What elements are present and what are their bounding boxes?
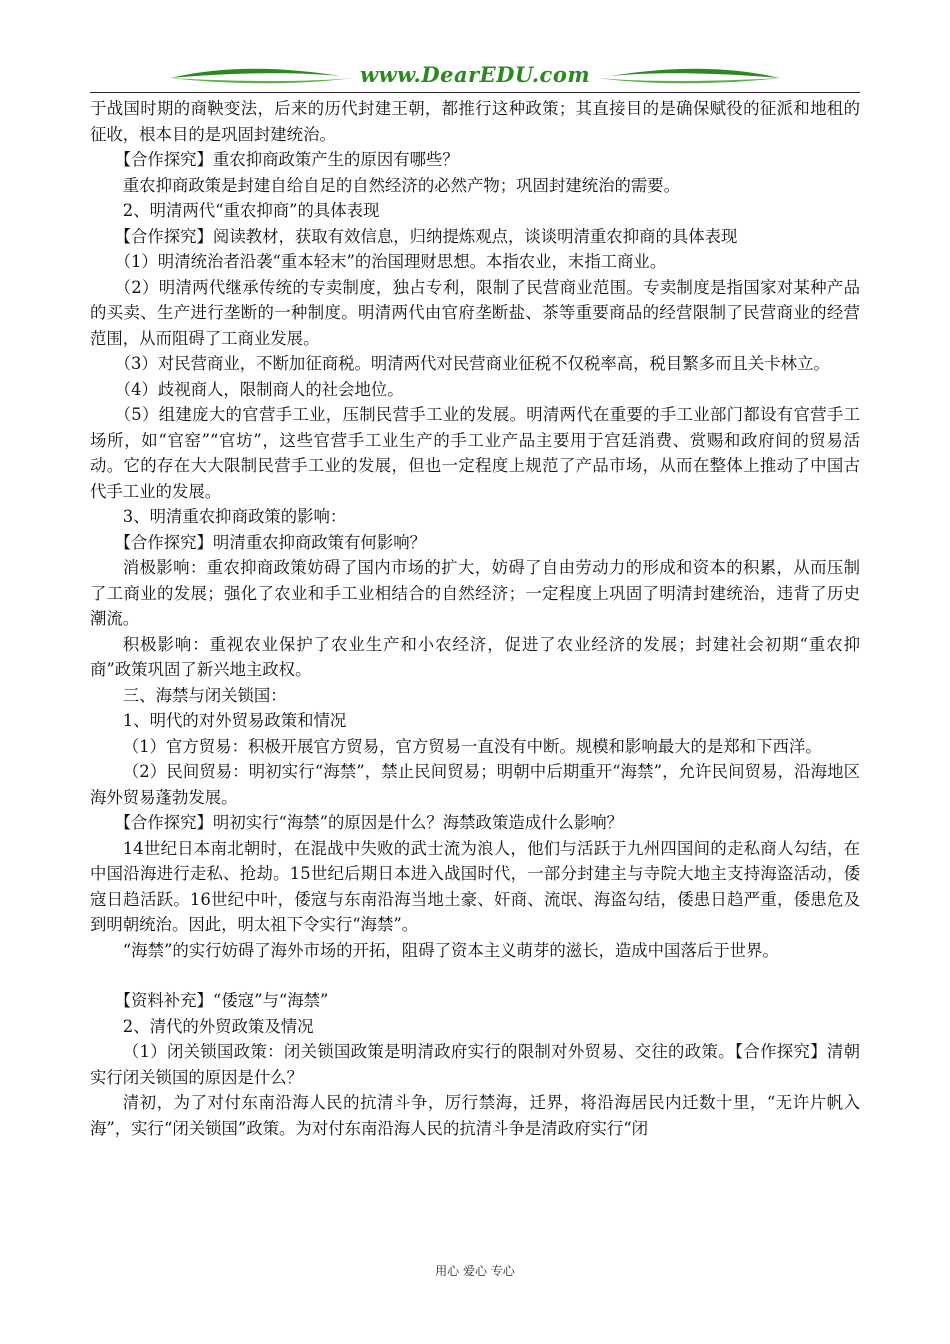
paragraph: 【合作探究】明清重农抑商政策有何影响？ [114,532,427,552]
page-footer: 用心 爱心 专心 [435,1264,515,1278]
paragraph: 【资料补充】“倭寇”与“海禁” [114,991,329,1010]
paragraph: 【合作探究】重农抑商政策产生的原因有哪些？ [114,150,459,169]
paragraph: 于战国时期的商鞅变法，后来的历代封建王朝，都推行这种政策；其直接目的是确保赋役的征派和地租的征收，根本目的是巩固封建统治。 [90,99,860,144]
section-heading: 2、清代的外贸政策及情况 [122,1016,314,1036]
paragraph: 【合作探究】阅读教材，获取有效信息，归纳提炼观点，谈谈明清重农抑商的具体表现 [114,226,738,246]
paragraph: “海禁”的实行妨碍了海外市场的开拓，阻碍了资本主义萌芽的滋长，造成中国落后于世界。 [122,940,779,960]
paragraph: 重农抑商政策是封建自给自足的自然经济的必然产物；巩固封建统治的需要。 [122,175,681,195]
document-body [90,96,860,1141]
site-url: www.DearEDU.com [359,62,591,87]
list-item: （3）对民营商业，不断加征商税。明清两代对民营商业征税不仅税率高，税目繁多而且关卡林立。 [114,354,830,373]
list-item: （2）民间贸易：明初实行“海禁”，禁止民间贸易；明朝中后期重开“海禁”，允许民间贸易，沿海地区海外贸易蓬勃发展。 [90,762,860,807]
paragraph: 积极影响：重视农业保护了农业生产和小农经济，促进了农业经济的发展；封建社会初期“重农抑商”政策巩固了新兴地主政权。 [90,634,860,679]
section-heading: 1、明代的对外贸易政策和情况 [122,711,347,730]
section-heading: 2、明清两代“重农抑商”的具体表现 [122,201,380,220]
spacer [90,963,860,988]
list-item: （5）组建庞大的官营手工业，压制民营手工业的发展。明清两代在重要的手工业部门都设有官营手工场所，如“官窑”“官坊”，这些官营手工业生产的手工业产品主要用于宫廷消费、赏赐和政府间的贸易活动。它的存在大大限制民营手工业的发展，但也一定程度上规范了产品市场，从而在整体上推动了中国古代手工业的发展。 [90,405,860,501]
list-item: （1）明清统治者沿袭“重本轻末”的治国理财思想。本指农业，末指工商业。 [114,252,667,271]
list-item: （1）闭关锁国政策：闭关锁国政策是明清政府实行的限制对外贸易、交往的政策。【合作探究】清朝实行闭关锁国的原因是什么？ [90,1042,860,1087]
section-heading: 3、明清重农抑商政策的影响： [122,507,347,526]
paragraph: 清初，为了对付东南沿海人民的抗清斗争，厉行禁海，迁界，将沿海居民内迁数十里，“无许片帆入海”，实行“闭关锁国”政策。为对付东南沿海人民的抗清斗争是清政府实行“闭 [90,1093,860,1138]
section-heading: 三、海禁与闭关锁国： [122,685,287,705]
list-item: （1）官方贸易：积极开展官方贸易，官方贸易一直没有中断。规模和影响最大的是郑和下西洋。 [122,736,822,756]
list-item: （4）歧视商人，限制商人的社会地位。 [114,379,404,399]
paragraph: 【合作探究】明初实行“海禁”的原因是什么？海禁政策造成什么影响？ [114,813,624,832]
paragraph: 消极影响：重农抑商政策妨碍了国内市场的扩大，妨碍了自由劳动力的形成和资本的积累，从而压制了工商业的发展；强化了农业和手工业相结合的自然经济；一定程度上巩固了明清封建统治，违背了历史潮流。 [90,558,860,628]
header-divider [90,92,860,93]
paragraph: 14世纪日本南北朝时，在混战中失败的武士流为浪人，他们与活跃于九州四国间的走私商人勾结，在中国沿海进行走私、抢劫。15世纪后期日本进入战国时代，一部分封建主与寺院大地主支持海盗活动，倭寇日趋活跃。16世纪中叶，倭寇与东南沿海当地土豪、奸商、流氓、海盗勾结，倭患日趋严重，倭患危及到明朝统治。因此，明太祖下令实行“海禁”。 [90,838,860,934]
site-header-banner [90,56,860,92]
list-item: （2）明清两代继承传统的专卖制度，独占专利，限制了民营商业范围。专卖制度是指国家对某种产品的买卖、生产进行垄断的一种制度。明清两代由官府垄断盐、茶等重要商品的经营限制了民营商业的经营范围，从而阻碍了工商业发展。 [90,277,860,348]
